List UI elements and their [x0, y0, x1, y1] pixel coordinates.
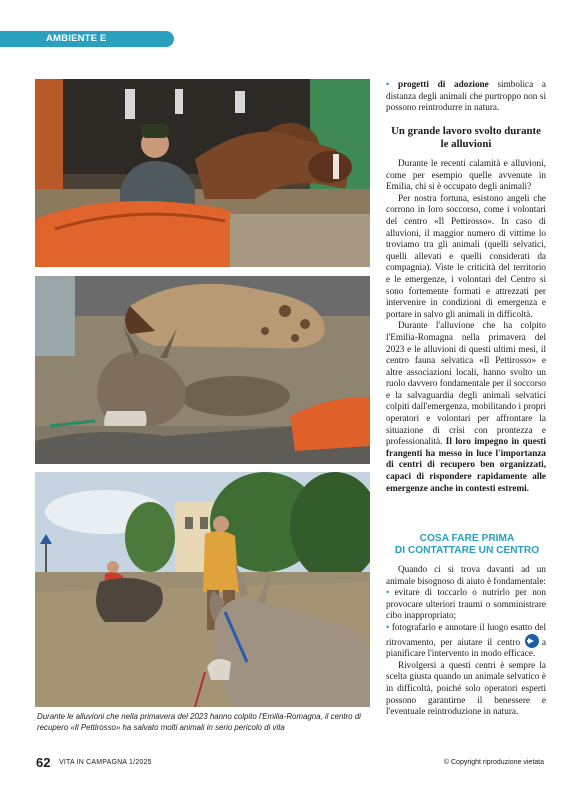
subheading-what-to-do-line2: DI CONTATTARE UN CENTRO — [394, 545, 540, 556]
paragraph-1: Durante le recenti calamità e alluvioni, come per esempio quelle avvenute in Emilia, chi si è occupato degli animali? — [386, 158, 546, 192]
paragraph-2: Per nostra fortuna, esistono angeli che corrono in loro soccorso, come i volontari del centro «Il Pettirosso». In caso di alluvioni, il maggior numero di vittime lo troviamo tra gli animali (quelli selvatici, quelli allevati e quelli considerati da compagnia). Viste le criticità del territorio e le emergenze, i volontari del Centro si sono fortemente formati e attrezzati per intervenire in condizioni di emergenza e portare in salvo gli animali in difficoltà. — [386, 192, 546, 319]
subheading-what-to-do-line1: COSA FARE PRIMA — [419, 533, 515, 544]
section-tab — [0, 31, 174, 60]
copyright-notice: © Copyright riproduzione vietata — [443, 759, 544, 766]
paragraph-3-bold: Il loro impegno in questi frangenti ha messo in luce l'importanza di centri di recupero ben organizzati, capaci di rispondere rapidamente alle emergenze anche in contesti estremi. — [386, 436, 547, 493]
bullet-dot: • — [386, 621, 390, 632]
page-number: 62 — [36, 755, 51, 770]
bullet-dot: • — [386, 587, 390, 598]
photo-rescuer-horse — [35, 79, 370, 267]
subheading-what-to-do — [386, 533, 548, 557]
bullet-item-1 — [386, 587, 546, 622]
paragraph-4: Quando ci si trova davanti ad un animale bisognoso di aiuto è fondamentale: — [386, 564, 546, 586]
magazine-issue: VITA IN CAMPAGNA 1/2025 — [59, 759, 152, 766]
section-label: AMBIENTE E BIODIVERSITÀ — [46, 33, 116, 60]
intro-bullet-text: simbolica a distanza degli animali che purtroppo non si possono reintrodurre in natura. — [386, 79, 546, 113]
paragraph-5: Rivolgersi a questi centri è sempre la scelta giusta quando un animale selvatico è in difficoltà, poiché solo operatori esperti possono garantirne il benessere e l'eventuale reintroduzione in natura. — [386, 659, 546, 717]
article-body-1 — [386, 158, 546, 494]
subheading-floods: Un grande lavoro svolto durante le alluvioni — [391, 125, 541, 150]
photo-caption: Durante le alluvioni che nella primavera del 2023 hanno colpito l'Emilia-Romagna, il centro di recupero «Il Pettirosso» ha salvato molti animali in serio pericolo di vita — [37, 712, 361, 732]
intro-bullet-bold: progetti di adozione — [397, 79, 489, 89]
intro-bullet — [386, 79, 546, 114]
bullet-dot: • — [386, 79, 390, 89]
bullet-item-2-text-cont: a pianificare l'intervento in modo efficace. — [386, 636, 546, 659]
bullet-item-1-text: evitare di toccarlo o nutrirlo per non provocare ulteriori traumi o somministrare cibo inappropriato; — [386, 587, 546, 621]
photo-donkey-horse-flood — [35, 276, 370, 464]
bullet-item-2 — [386, 622, 546, 660]
bullet-item-2-text: fotografarlo e annotare il luogo esatto del ritrovamento, per aiutare il centro — [386, 621, 547, 647]
paragraph-3-text: Durante l'alluvione che ha colpito l'Emilia-Romagna nella primavera del 2023 e le alluvioni di questi ultimi mesi, il centro fauna selvatica «Il Pettirosso» e altre associazioni locali, hanno svolto un ruolo davvero fondamentale per il soccorso e la salvaguardia degli animali selvatici colpiti dall'emergenza, mobilitando i propri operatori e volontari per affrontare la situazione di crisi con prontezza e professionalità. — [386, 320, 546, 447]
article-body-2 — [386, 564, 546, 718]
photo-rescuers-donkeys — [35, 472, 370, 707]
paragraph-3 — [386, 320, 546, 494]
arrow-right-circle-icon — [525, 634, 539, 648]
